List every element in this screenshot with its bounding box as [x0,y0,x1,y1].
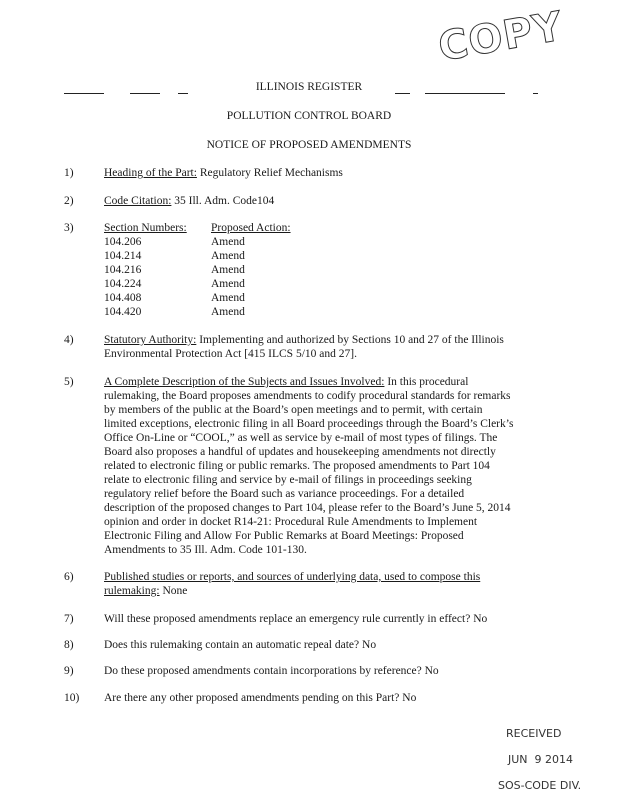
item-label: Published studies or reports, and sources of underlying data, used to compose this [104,571,481,583]
section-table-header [104,221,324,235]
col-header-action: Proposed Action: [211,222,291,234]
section-number: 104.206 [104,236,142,248]
table-row [104,305,324,319]
description-line: limited exceptions, electronic filing in all Board proceedings through the Board’s Clerk’s [104,418,514,430]
item-number: 7) [64,613,74,625]
description-line: Amendments to 35 Ill. Adm. Code 101-130. [104,544,307,556]
section-number: 104.224 [104,278,142,290]
table-row [104,249,324,263]
section-number: 104.216 [104,264,142,276]
item-description [104,375,544,557]
table-row [104,235,324,249]
description-line: opinion and order in docket R14-21: Procedural Rule Amendments to Implement [104,516,478,528]
proposed-action: Amend [211,278,245,290]
item-number: 9) [64,665,74,677]
statutory-line-1 [104,333,544,347]
item-heading [104,166,544,180]
board-title: POLLUTION CONTROL BOARD [226,110,392,122]
item-label: rulemaking: [104,585,160,597]
proposed-action: Amend [211,250,245,262]
description-line: rulemaking, the Board proposes amendments to codify procedural standards for remarks [104,390,511,402]
description-line: Office On-Line or “COOL,” as well as service by e-mail of most types of filings. The [104,432,498,444]
item-number: 2) [64,195,74,207]
item-text: Implementing and authorized by Sections 10 and 27 of the Illinois [199,334,504,346]
proposed-action: Amend [211,292,245,304]
proposed-action: Amend [211,264,245,276]
item-number: 8) [64,639,74,651]
item-emergency-rule: Will these proposed amendments replace an emergency rule currently in effect? No [104,613,488,625]
item-label: A Complete Description of the Subjects and Issues Involved: [104,376,385,388]
item-number: 6) [64,571,74,583]
item-incorporations: Do these proposed amendments contain incorporations by reference? No [104,665,439,677]
copy-stamp: COPY [434,3,567,71]
description-line: description of the proposed changes to Part 104, please refer to the Board’s June 5, 2014 [104,502,511,514]
item-code-citation [104,194,544,208]
description-line: Electronic Filing and Allow For Public Remarks at Board Meetings: Proposed [104,530,464,542]
received-date: JUN 9 2014 [508,753,574,766]
description-line: regulatory relief before the Board such as variance proceedings. For a detailed [104,488,465,500]
notice-title: NOTICE OF PROPOSED AMENDMENTS [206,139,412,151]
item-number: 4) [64,334,74,346]
item-label: Heading of the Part: [104,167,197,179]
item-text: Regulatory Relief Mechanisms [199,167,343,179]
register-title: ILLINOIS REGISTER [255,81,363,93]
description-line [104,375,544,389]
item-label: Statutory Authority: [104,334,197,346]
table-row [104,291,324,305]
table-row [104,263,324,277]
proposed-action: Amend [211,236,245,248]
item-number: 3) [64,222,74,234]
item-other-amendments: Are there any other proposed amendments pending on this Part? No [104,692,417,704]
item-label: Code Citation: [104,195,172,207]
received-label: RECEIVED [506,727,562,740]
item-text: In this procedural [387,376,469,388]
description-line: relate to electronic filing and service by e-mail of filings in proceedings seeking [104,474,472,486]
item-statutory-authority [104,333,544,361]
item-number: 5) [64,376,74,388]
section-number: 104.408 [104,292,142,304]
statutory-line-2: Environmental Protection Act [415 ILCS 5/10 and 27]. [104,348,357,360]
description-line: related to electronic filing or public remarks. The proposed amendments to Part 104 [104,460,490,472]
description-line: by members of the public at the Board’s open meetings and to permit, with certain [104,404,483,416]
table-row [104,277,324,291]
item-repeal-date: Does this rulemaking contain an automatic repeal date? No [104,639,377,651]
received-division: SOS-CODE DIV. [498,779,582,792]
item-text: None [162,585,188,597]
section-number: 104.214 [104,250,142,262]
item-number: 10) [64,692,80,704]
item-text: 35 Ill. Adm. Code104 [174,195,275,207]
description-line: Board also proposes a handful of updates and housekeeping amendments not directly [104,446,496,458]
proposed-action: Amend [211,306,245,318]
item-number: 1) [64,167,74,179]
col-header-section: Section Numbers: [104,222,187,234]
published-line-2 [104,584,544,598]
item-published-studies [104,570,544,598]
section-number: 104.420 [104,306,142,318]
